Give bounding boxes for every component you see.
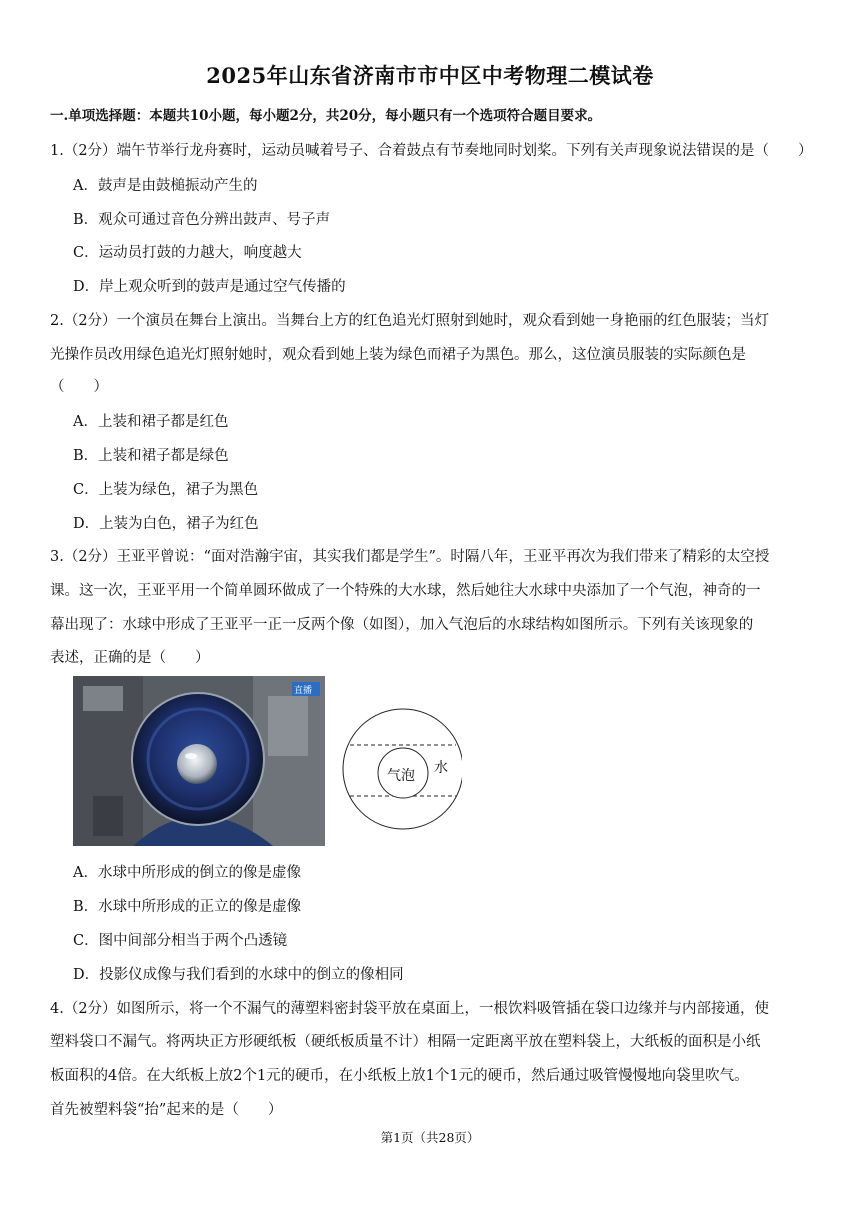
water-ball-diagram — [336, 676, 462, 846]
question-4-text-line-4: 首先被塑料袋“抬”起来的是（ ） — [50, 1102, 283, 1118]
question-1-option-b: B．观众可通过音色分辨出鼓声、号子声 — [73, 212, 331, 228]
question-1-text: 1.（2分）端午节举行龙舟赛时，运动员喊着号子、合着鼓点有节奏地同时划桨。下列有关声现象说法错误的是（ ） — [50, 143, 813, 159]
question-2-option-d: D．上装为白色，裙子为红色 — [73, 516, 259, 532]
question-4-text-line-1: 4.（2分）如图所示，将一个不漏气的薄塑料密封袋平放在桌面上，一根饮料吸管插在袋口边缘并与内部接通，使 — [50, 1001, 770, 1017]
question-3-option-c: C．图中间部分相当于两个凸透镜 — [73, 933, 288, 949]
page-footer: 第1页（共28页） — [380, 1130, 480, 1145]
question-3-option-a: A．水球中所形成的倒立的像是虚像 — [73, 865, 301, 881]
question-2-text-line-3: （ ） — [50, 379, 108, 395]
question-2-text-line-2: 光操作员改用绿色追光灯照射她时，观众看到她上装为绿色而裙子为黑色。那么，这位演员服装的实际颜色是 — [50, 347, 746, 363]
question-2-text-line-1: 2.（2分）一个演员在舞台上演出。当舞台上方的红色追光灯照射到她时，观众看到她一身艳丽的红色服装；当灯 — [50, 313, 770, 329]
question-3-text-line-3: 幕出现了：水球中形成了王亚平一正一反两个像（如图），加入气泡后的水球结构如图所示。下列有关该现象的 — [50, 617, 754, 633]
question-3-option-b: B．水球中所形成的正立的像是虚像 — [73, 899, 302, 915]
question-3-text-line-4: 表述，正确的是（ ） — [50, 650, 210, 666]
question-3-text-line-2: 课。这一次，王亚平用一个简单圆环做成了一个特殊的大水球，然后她往大水球中央添加了一个气泡，神奇的一 — [50, 583, 761, 599]
live-badge: 直播 — [294, 686, 313, 696]
question-1-option-d: D．岸上观众听到的鼓声是通过空气传播的 — [73, 279, 346, 295]
question-3-option-d: D．投影仪成像与我们看到的水球中的倒立的像相同 — [73, 967, 404, 983]
question-2-option-b: B．上装和裙子都是绿色 — [73, 448, 229, 464]
page-title: 2025年山东省济南市市中区中考物理二模试卷 — [206, 63, 654, 88]
question-4-text-line-2: 塑料袋口不漏气。将两块正方形硬纸板（硬纸板质量不计）相隔一定距离平放在塑料袋上，大纸板的面积是小纸 — [50, 1034, 761, 1050]
question-3-text-line-1: 3.（2分）王亚平曾说：“面对浩瀚宇宙，其实我们都是学生”。时隔八年，王亚平再次为我们带来了精彩的太空授 — [50, 549, 770, 565]
question-2-option-a: A．上装和裙子都是红色 — [73, 414, 229, 430]
water-label: 水 — [434, 760, 448, 776]
section-heading: 一.单项选择题：本题共10小题，每小题2分，共20分，每小题只有一个选项符合题目要求。 — [50, 108, 602, 124]
water-ball-photo — [73, 676, 325, 846]
bubble-label: 气泡 — [387, 768, 415, 784]
question-2-option-c: C．上装为绿色，裙子为黑色 — [73, 482, 259, 498]
question-4-text-line-3: 板面积的4倍。在大纸板上放2个1元的硬币，在小纸板上放1个1元的硬币，然后通过吸管慢慢地向袋里吹气。 — [50, 1068, 749, 1084]
question-1-option-a: A．鼓声是由鼓槌振动产生的 — [73, 178, 258, 194]
question-1-option-c: C．运动员打鼓的力越大，响度越大 — [73, 245, 302, 261]
